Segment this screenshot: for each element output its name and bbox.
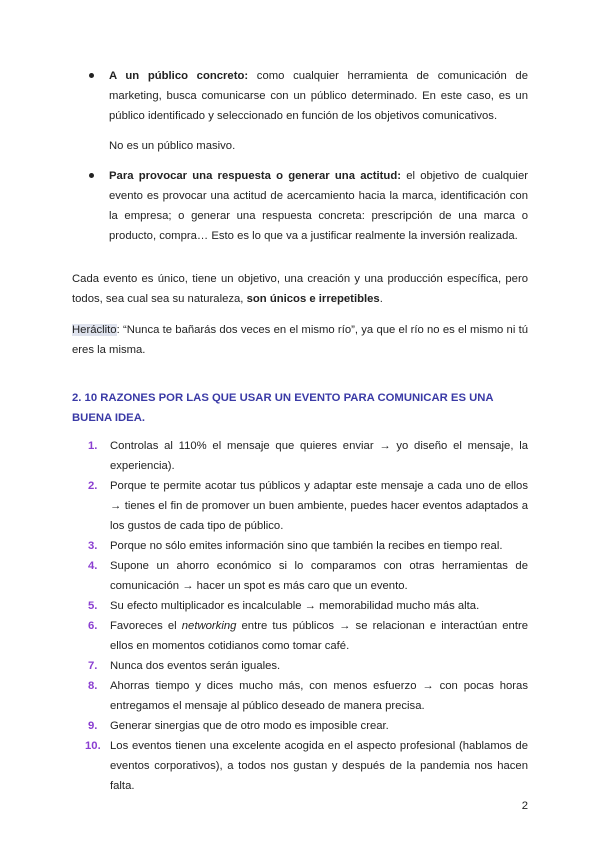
bullet-term: A un público concreto: — [109, 70, 249, 82]
bullet-dot-icon — [89, 73, 94, 78]
paragraph-heraclito — [72, 320, 528, 360]
list-number: 4. — [88, 560, 98, 572]
list-item — [72, 556, 528, 596]
list-item-pre: Favoreces el — [110, 620, 182, 632]
list-item-text: Supone un ahorro económico si lo comparamos con otras herramientas de comunicación → hacer un spot es más caro que un evento. — [110, 560, 528, 592]
list-number: 1. — [88, 440, 98, 452]
page-number: 2 — [521, 800, 528, 812]
list-item — [72, 676, 528, 716]
list-item — [72, 476, 528, 536]
bullet-text: el objetivo de cualquier evento es provocar una actitud de acercamiento hacia la marca, identificación con la empresa; o generar una respuesta concreta: prescripción de una marca o producto, compra… Esto es lo que va a justificar realmente la inversión realizada. — [109, 170, 528, 242]
list-item — [72, 616, 528, 656]
list-item-text: Porque no sólo emites información sino que también la recibes en tiempo real. — [110, 540, 503, 552]
section-heading: 2. 10 RAZONES POR LAS QUE USAR UN EVENTO PARA COMUNICAR ES UNA BUENA IDEA. — [72, 392, 494, 424]
list-item — [72, 716, 528, 736]
list-item-text: Su efecto multiplicador es incalculable → memorabilidad mucho más alta. — [110, 600, 480, 612]
reasons-list — [72, 436, 528, 796]
list-number: 9. — [88, 720, 98, 732]
bullet-item-respuesta — [72, 166, 528, 246]
quote-text: : “Nunca te bañarás dos veces en el mismo río”, ya que el río no es el mismo ni tú eres la misma. — [72, 324, 528, 356]
list-number: 7. — [88, 660, 98, 672]
bullet-note: No es un público masivo. — [109, 140, 236, 152]
page-content — [72, 66, 528, 796]
paragraph-text: Cada evento es único, tiene un objetivo, una creación y una producción específica, pero todos, sea cual sea su naturaleza, — [72, 273, 528, 305]
bullet-dot-icon — [89, 173, 94, 178]
list-number: 5. — [88, 600, 98, 612]
bullet-term: Para provocar una respuesta o generar una actitud: — [109, 170, 401, 182]
list-number: 3. — [88, 540, 98, 552]
list-item-text: Generar sinergias que de otro modo es imposible crear. — [110, 720, 389, 732]
highlighted-name: Heráclito — [72, 324, 117, 336]
list-item — [72, 596, 528, 616]
list-number: 10. — [85, 740, 101, 752]
bullet-list — [72, 66, 528, 246]
list-number: 8. — [88, 680, 98, 692]
list-item — [72, 736, 528, 796]
list-item-text: Nunca dos eventos serán iguales. — [110, 660, 281, 672]
list-item-post: entre tus públicos → se relacionan e interactúan entre ellos en momentos cotidianos como tomar café. — [110, 620, 528, 652]
paragraph-bold: son únicos e irrepetibles — [246, 293, 380, 305]
list-number: 2. — [88, 480, 98, 492]
list-item-italic: networking — [181, 620, 237, 632]
list-item-text: Controlas al 110% el mensaje que quieres enviar → yo diseño el mensaje, la experiencia). — [110, 440, 528, 472]
list-item — [72, 656, 528, 676]
paragraph-unique-events — [72, 269, 528, 309]
bullet-text: como cualquier herramienta de comunicación de marketing, busca comunicarse con un público determinado. En este caso, es un público identificado y seleccionado en función de los objetivos comunicativos. — [109, 70, 528, 122]
list-item — [72, 436, 528, 476]
list-item-text: Ahorras tiempo y dices mucho más, con menos esfuerzo → con pocas horas entregamos el mensaje al público deseado de manera precisa. — [110, 680, 528, 712]
bullet-item-publico — [72, 66, 528, 126]
paragraph-end: . — [379, 293, 383, 305]
list-item-text: Los eventos tienen una excelente acogida en el aspecto profesional (hablamos de eventos corporativos), a todos nos gustan y después de la pandemia nos hacen falta. — [110, 740, 528, 792]
list-number: 6. — [88, 620, 98, 632]
list-item — [72, 536, 528, 556]
list-item-text: Porque te permite acotar tus públicos y adaptar este mensaje a cada uno de ellos → tienes el fin de promover un buen ambiente, puedes hacer eventos adaptados a los gustos de cada tipo de público. — [110, 480, 528, 532]
